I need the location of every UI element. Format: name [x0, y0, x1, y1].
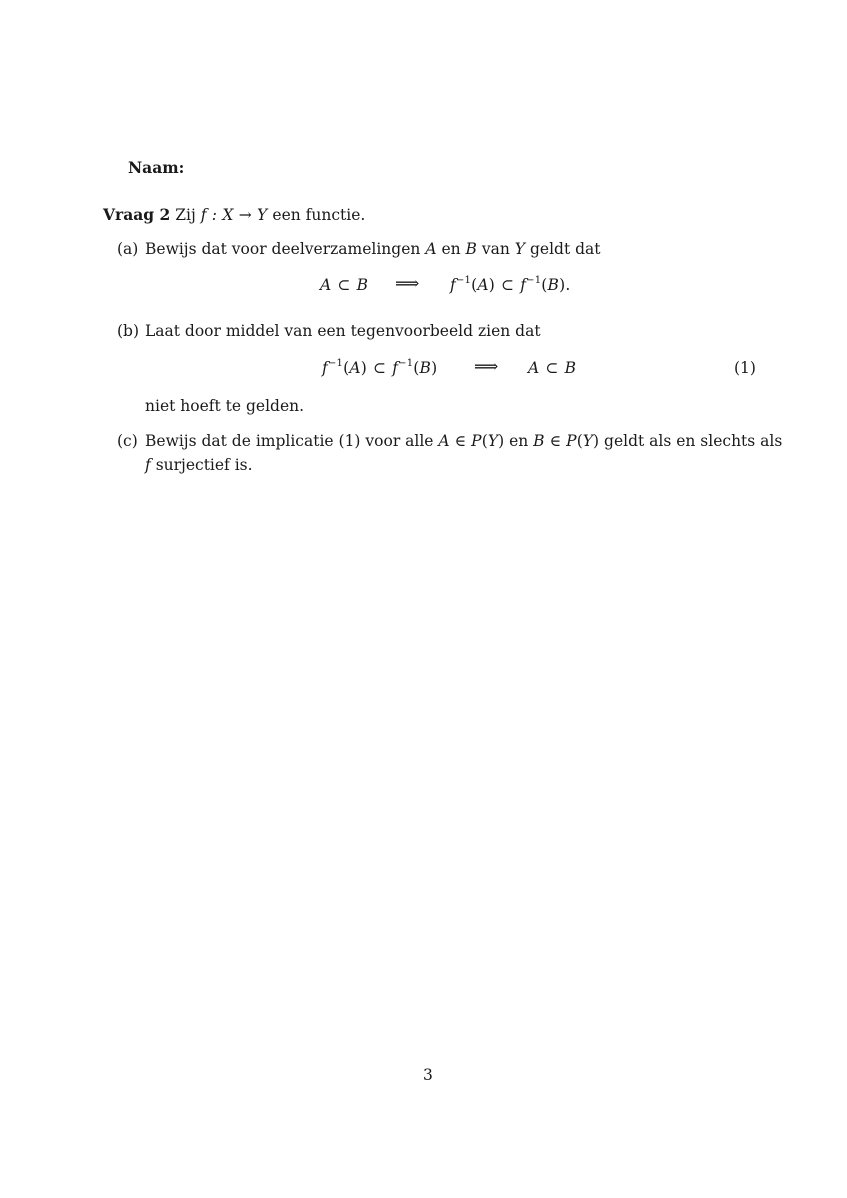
part-a-text: Bewijs dat voor deelverzamelingen A en B van Y geldt dat	[145, 240, 601, 258]
question-label: Vraag 2	[103, 205, 171, 224]
part-c-line-2: f surjectief is.	[145, 456, 253, 474]
equation-number: (1)	[734, 359, 756, 377]
equation-a: A ⊂ B	[320, 276, 369, 294]
part-c-marker: (c)	[117, 432, 138, 450]
question-intro-pre: Zij	[175, 206, 196, 224]
question-intro-post: een functie.	[272, 206, 366, 224]
part-c-line-1: Bewijs dat de implicatie (1) voor alle A ∈ P(Y) en B ∈ P(Y) geldt als en slechts als	[145, 432, 783, 450]
name-label: Naam:	[128, 158, 185, 177]
part-b-after: niet hoeft te gelden.	[145, 397, 305, 415]
function-signature: f : X → Y	[200, 206, 268, 224]
question-header	[103, 205, 365, 224]
part-b-text: Laat door middel van een tegenvoorbeeld zien dat	[145, 322, 541, 340]
implies-arrow-icon: ⟹	[474, 357, 499, 377]
equation-a-rhs: $f^{-1}(A)$ ⊂ $f^{-1}(B)$.	[450, 275, 571, 294]
part-b-marker: (b)	[117, 322, 140, 340]
equation-1-rhs: A ⊂ B	[528, 359, 577, 377]
equation-1-lhs: $f^{-1}(A)$ ⊂ $f^{-1}(B)$	[322, 358, 438, 377]
page-number: 3	[423, 1066, 433, 1084]
part-a-marker: (a)	[117, 240, 139, 258]
implies-arrow-icon: ⟹	[395, 274, 420, 294]
